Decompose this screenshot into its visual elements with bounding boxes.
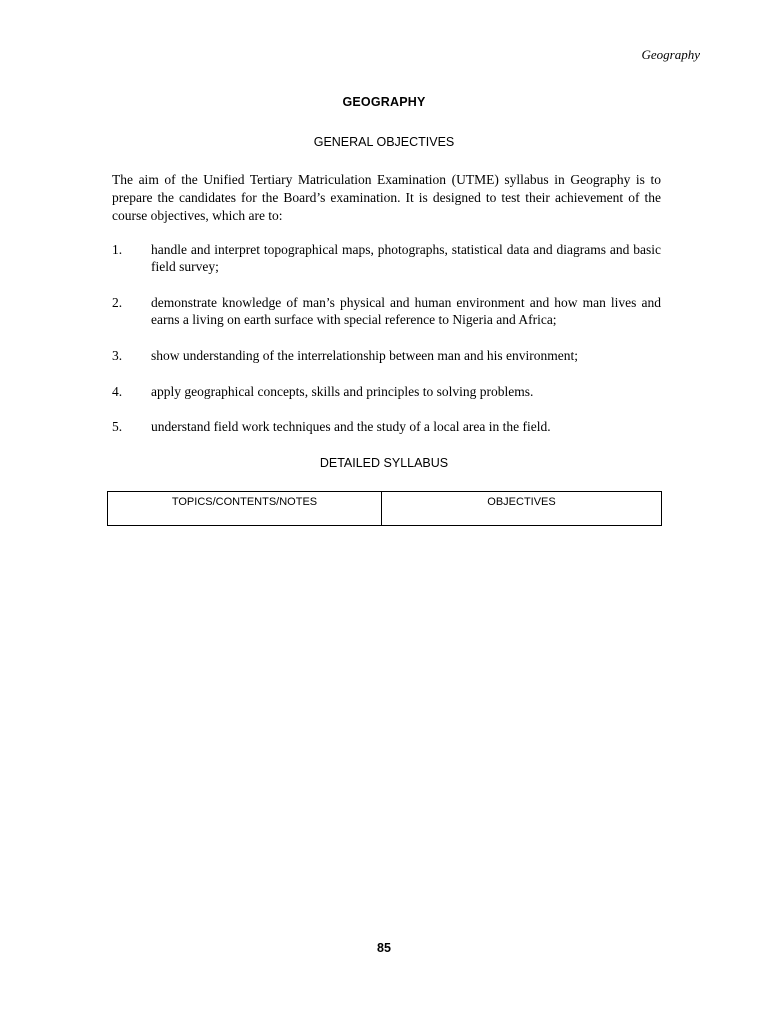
objective-item (112, 383, 661, 400)
running-header: Geography (641, 47, 700, 62)
objective-number: 5. (112, 419, 123, 434)
objective-number: 1. (112, 242, 123, 257)
objective-number: 3. (112, 348, 123, 363)
intro-paragraph: The aim of the Unified Tertiary Matriculation Examination (UTME) syllabus in Geography is to prepare the candidates for the Board’s examination. It is designed to test their achievement of the course objectives, which are to: (112, 172, 661, 223)
objective-number: 4. (112, 384, 123, 399)
objective-item (112, 347, 661, 364)
column-header-topics: TOPICS/CONTENTS/NOTES (108, 492, 382, 526)
objective-text: understand field work techniques and the study of a local area in the field. (151, 419, 551, 434)
syllabus-table (107, 491, 662, 526)
document-title: GEOGRAPHY (342, 95, 426, 109)
objective-text: demonstrate knowledge of man’s physical and human environment and how man lives and earns a living on earth surface with special reference to Nigeria and Africa; (151, 295, 661, 327)
page-number: 85 (377, 941, 391, 955)
column-header-objectives: OBJECTIVES (382, 492, 662, 526)
general-objectives-heading: GENERAL OBJECTIVES (313, 135, 455, 149)
objective-text: show understanding of the interrelationship between man and his environment; (151, 348, 579, 363)
detailed-syllabus-heading: DETAILED SYLLABUS (319, 456, 449, 470)
objective-item (112, 418, 661, 435)
objective-item (112, 241, 661, 275)
objective-text: handle and interpret topographical maps, photographs, statistical data and diagrams and basic field survey; (151, 242, 661, 274)
objective-number: 2. (112, 295, 123, 310)
objective-text: apply geographical concepts, skills and principles to solving problems. (151, 384, 534, 399)
objective-item (112, 294, 661, 328)
table-header-row (108, 492, 662, 526)
